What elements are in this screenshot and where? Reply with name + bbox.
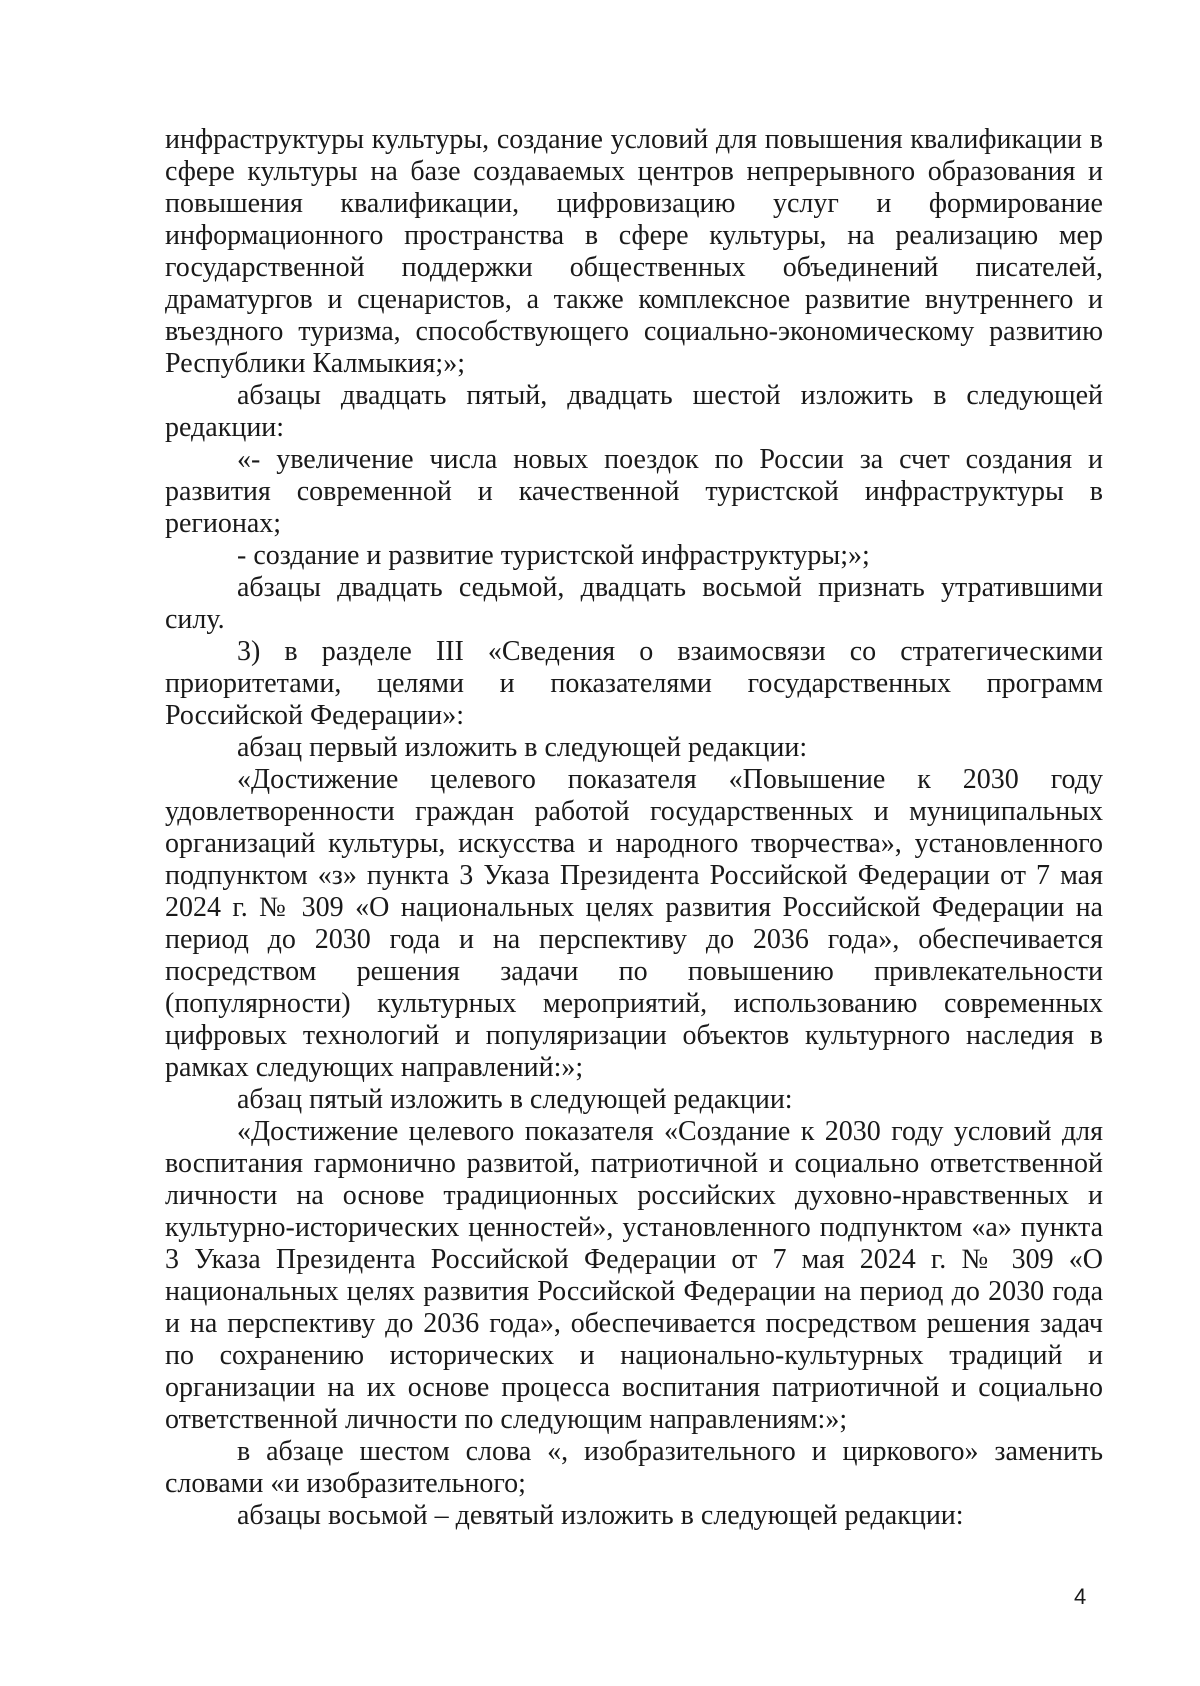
paragraph-amend-25-26: абзацы двадцать пятый, двадцать шестой изложить в следующей редакции: [165,380,1103,443]
paragraph-fifth-amend: абзац пятый изложить в следующей редакции: [237,1084,793,1115]
paragraph-quote-upbringing: «Достижение целевого показателя «Создание к 2030 году условий для воспитания гармонично развитой, патриотичной и социально ответственной личности на основе традиционных российских духовно-нравственных и культурно-исторических ценностей», установленного подпунктом «а» пункта 3 Указа Президента Российской Федерации от 7 мая 2024 г. № 309 «О национальных целях развития Российской Федерации на период до 2030 года и на перспективу до 2036 года», обеспечивается посредством решения задач по сохранению исторических и национально-культурных традиций и организации на их основе процесса воспитания патриотичной и социально ответственной личности по следующим направлениям:»; [165,1116,1103,1435]
paragraph-repeal-27-28: абзацы двадцать седьмой, двадцать восьмой признать утратившими силу. [165,572,1103,635]
paragraph-continuation: инфраструктуры культуры, создание условий для повышения квалификации в сфере культуры на базе создаваемых центров непрерывного образования и повышения квалификации, цифровизацию услуг и формирование информационного пространства в сфере культуры, на реализацию мер государственной поддержки общественных объединений писателей, драматургов и сценаристов, а также комплексное развитие внутреннего и въездного туризма, способствующего социально-экономическому развитию Республики Калмыкия;»; [165,124,1103,379]
paragraph-section-3: 3) в разделе III «Сведения о взаимосвязи со стратегическими приоритетами, целями и показателями государственных программ Российской Федерации»: [165,636,1103,731]
page-number: 4 [1074,1584,1087,1609]
paragraph-sixth-replace: в абзаце шестом слова «, изобразительного и циркового» заменить словами «и изобразительного; [165,1436,1103,1499]
paragraph-quote-trips: «- увеличение числа новых поездок по России за счет создания и развития современной и качественной туристской инфраструктуры в регионах; [165,444,1103,539]
paragraph-quote-infrastructure: - создание и развитие туристской инфраструктуры;»; [237,540,870,571]
document-body [165,124,1103,1532]
paragraph-first-amend: абзац первый изложить в следующей редакции: [237,732,808,763]
paragraph-eighth-ninth-amend: абзацы восьмой – девятый изложить в следующей редакции: [237,1500,964,1531]
paragraph-quote-satisfaction: «Достижение целевого показателя «Повышение к 2030 году удовлетворенности граждан работой государственных и муниципальных организаций культуры, искусства и народного творчества», установленного подпунктом «з» пункта 3 Указа Президента Российской Федерации от 7 мая 2024 г. № 309 «О национальных целях развития Российской Федерации на период до 2030 года и на перспективу до 2036 года», обеспечивается посредством решения задачи по повышению привлекательности (популярности) культурных мероприятий, использованию современных цифровых технологий и популяризации объектов культурного наследия в рамках следующих направлений:»; [165,764,1103,1083]
